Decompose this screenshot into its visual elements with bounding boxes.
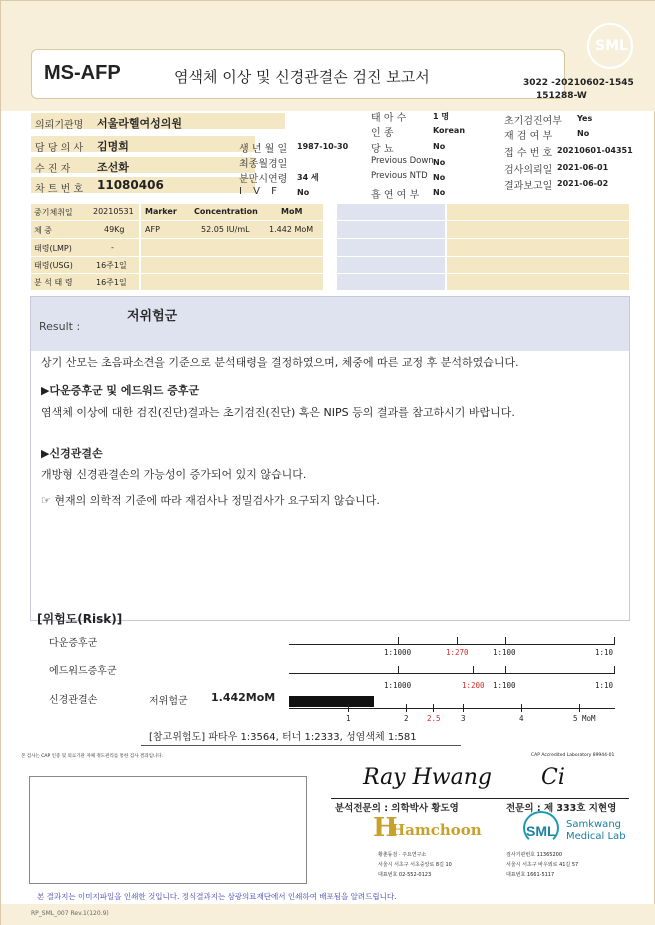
concentration-value: 52.05 IU/mL [201,225,250,234]
down-heading: ▶다운증후군 및 에드워드 증후군 [41,384,200,397]
down-tick [398,637,399,645]
prev-ntd-value: No [433,173,446,182]
examinee-label: 수 진 자 [35,164,71,175]
edwards-tick [398,666,399,674]
down-tick-label: 1:100 [493,648,516,657]
hamchoon-info: 대표번호 02-552-0123 [378,872,432,878]
mom-tick-label: 1 [346,714,351,723]
down-text: 염색체 이상에 대한 검진(진단)결과는 초기검진(진단) 혹은 NIPS 등의 결과를 참고하시기 바랍니다. [41,406,515,419]
ga-analysis-value: 16주1일 [96,278,127,287]
sml-logo-mark: SML [526,823,556,839]
reference-risk: [참고위험도] 파타우 1:3564, 터너 1:2333, 성염색체 1:581 [149,732,417,743]
chart-value: 11080406 [97,178,164,192]
report-title: 염색체 이상 및 신경관결손 검진 보고서 [174,68,430,86]
ntd-risk-mom: 1.442MoM [211,691,276,704]
chart-label: 차 트 번 호 [35,184,84,195]
down-tick-label: 1:10 [595,648,614,657]
ga-usg-value: 16주1일 [96,261,127,270]
ga-analysis-label: 분 석 태 령 [34,278,73,287]
edwards-risk-label: 에드워드증후군 [49,666,117,677]
ga-lmp-label: 태령(LMP) [34,244,72,253]
sml-logo-badge [587,23,633,69]
delivery-age-label: 분만시연령 [239,174,288,185]
result-value: 저위험군 [127,309,178,324]
ga-usg-label: 태령(USG) [34,261,73,270]
initial-value: Yes [577,114,593,123]
sml-info: 검사기관번호 11365200 [506,852,563,858]
mom-tick [463,704,464,712]
sml-name-sub: Medical Lab [566,831,626,842]
institution-value: 서울라헬여성의원 [97,117,183,130]
report-date-value: 2021-06-02 [557,179,609,188]
risk-heading: [위험도(Risk)] [37,612,123,626]
hamchoon-info: 황춘동검 · 주요연구소 [378,852,427,858]
receipt-value: 20210601-04351 [557,146,633,155]
mom-tick-label: 4 [519,714,524,723]
hamchoon-logo: Hamchoon [391,821,482,839]
ivf-value: No [297,188,310,197]
footer-notice: 본 결과지는 이미지파일을 인쇄한 것입니다. 정식결과지는 삼광의료재단에서 인쇄하여 배포됨을 알려드립니다. [37,892,397,901]
sml-name: Samkwang [566,819,621,830]
hamchoon-logo-h: H [373,813,398,843]
ntd-risk-result: 저위험군 [149,696,188,707]
down-tick [614,637,615,645]
mom-tick-label: 2.5 [427,714,441,723]
grid-line [31,273,629,274]
reference-underline [141,745,461,746]
down-risk-label: 다운증후군 [49,638,98,649]
mom-tick [521,704,522,712]
mom-tick-label: 5 MoM [573,714,596,723]
initial-label: 초기검진여부 [504,116,562,127]
ntd-heading: ▶신경관결손 [41,447,103,460]
report-id: 3022 -20210602-1545 [523,78,634,88]
mom-tick-label: 2 [404,714,409,723]
measure-blue-bg [337,204,445,290]
concentration-header: Concentration [194,207,258,216]
ntd-risk-label: 신경관결손 [49,695,98,706]
edwards-tick-label: 1:100 [493,681,516,690]
down-tick [505,637,506,645]
request-date-label: 검사의뢰일 [504,165,553,176]
down-tick [457,637,458,645]
edwards-tick-label: 1:1000 [384,681,412,690]
ntd-mom-bar [289,696,374,707]
weight-label: 체 중 [34,226,52,235]
result-summary: 상기 산모는 초음파소견을 기준으로 분석태령을 결정하였으며, 체중에 따른 교정 후 분석하였습니다. [41,356,519,369]
down-risk-axis [289,644,615,645]
sign-line-left [331,798,501,799]
down-tick-label: 1:270 [446,648,469,657]
sml-info: 대표번호 1661-5117 [506,872,555,878]
result-note: ☞ 현재의 의학적 기준에 따라 재검사나 정밀검사가 요구되지 않습니다. [41,494,380,507]
smoking-label: 흡 연 여 부 [371,190,420,201]
doctor-value: 김명희 [97,140,129,153]
diabetes-label: 당 뇨 [371,144,394,155]
fetus-label: 태 아 수 [371,113,407,124]
edwards-tick-label: 1:10 [595,681,614,690]
weight-date-label: 중기체취일 [34,208,73,217]
edwards-tick [505,666,506,674]
receipt-label: 접 수 번 호 [504,148,553,159]
weight-date-value: 20210531 [93,207,134,216]
measure-mid-bg [141,204,323,290]
signer-right: 전문의 : 제 333호 지현영 [506,803,617,814]
notes-box [29,776,307,884]
sign-line-right [501,798,629,799]
signer-left: 분석전문의 : 의학박사 황도영 [335,803,459,814]
diabetes-value: No [433,142,446,151]
result-header [31,297,629,351]
mom-tick [348,704,349,712]
fine-print-left: 본 검사는 CAP 인증 및 의료기관 자체 정도관리를 통한 검사 결과입니다. [21,754,164,759]
down-tick-label: 1:1000 [384,648,412,657]
ntd-text: 개방형 신경관결손의 가능성이 증가되어 있지 않습니다. [41,468,307,481]
race-value: Korean [433,126,466,135]
prev-down-value: No [433,158,446,167]
retest-label: 재 검 여 부 [504,131,553,142]
prev-down-label: Previous Down [371,156,434,166]
edwards-tick [473,666,474,674]
fetus-value: 1 명 [433,112,450,121]
marker-value: AFP [145,225,160,234]
grid-line [31,256,629,257]
examinee-value: 조선화 [97,161,129,174]
dob-value: 1987-10-30 [297,142,349,151]
mom-tick [433,704,434,712]
sml-logo-text: SML [595,38,628,54]
retest-value: No [577,129,590,138]
mom-tick [579,704,580,712]
doctor-label: 담 당 의 사 [35,143,84,154]
institution-label: 의뢰기관명 [35,120,84,131]
mom-axis [289,708,615,709]
mom-header: MoM [281,207,303,216]
report-id-sub: 151288-W [536,91,587,101]
marker-header: Marker [145,207,177,216]
sml-info: 서울시 서초구 바우뫼로 41길 57 [506,862,579,868]
dob-label: 생 년 월 일 [239,144,288,155]
request-date-value: 2021-06-01 [557,163,609,172]
smoking-value: No [433,188,446,197]
mom-value: 1.442 MoM [269,225,314,234]
race-label: 인 종 [371,128,394,139]
signature-left: Ray Hwang [363,765,492,790]
edwards-risk-axis [289,673,615,674]
test-code: MS-AFP [44,62,121,84]
mom-tick [406,704,407,712]
hamchoon-info: 서울시 서초구 서초중앙로 8길 10 [378,862,452,868]
result-label: Result : [39,320,81,333]
mom-tick-label: 3 [461,714,466,723]
form-code: RP_SML_007 Rev.1(120.9) [31,910,109,917]
ivf-label: I V F [239,186,277,197]
edwards-tick [614,666,615,674]
prev-ntd-label: Previous NTD [371,171,428,181]
grid-line [31,220,629,221]
title-bar [31,49,565,99]
signature-right: Ci [541,765,565,790]
edwards-tick-label: 1:200 [462,681,485,690]
lmp-label: 최종월경일 [239,159,288,170]
grid-line [31,238,629,239]
ga-lmp-value: - [111,243,114,252]
delivery-age-value: 34 세 [297,173,319,182]
weight-value: 49Kg [104,225,125,234]
report-date-label: 결과보고일 [504,181,553,192]
measure-right-bg [447,204,629,290]
fine-print-right: CAP Accredited Laboratory 89944-01 [531,753,615,758]
